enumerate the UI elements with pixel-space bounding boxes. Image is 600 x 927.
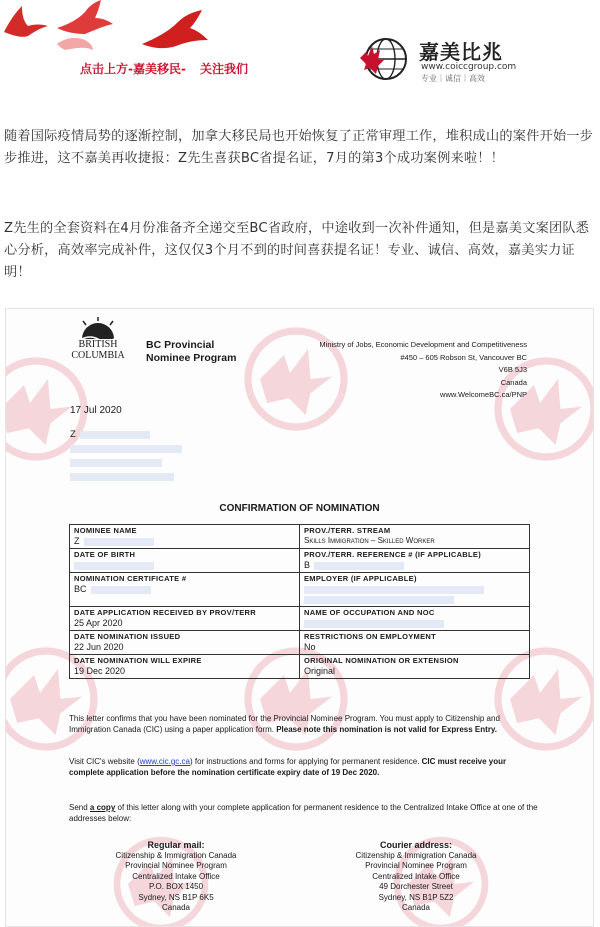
letter-date: 17 Jul 2020 xyxy=(70,405,122,416)
nomination-table xyxy=(69,524,530,679)
pink-bird-icon xyxy=(55,34,95,54)
letter-text-instructions: Visit CIC's website (www.cic.gc.ca) for instructions and forms for applying for permanent residence. CIC must receive your complete application before the nomination certificate expiry date of 19 Dec 2020. xyxy=(69,757,507,777)
article-paragraph: Z先生的全套资料在4月份准备齐全递交至BC省政府，中途收到一次补件通知，但是嘉美文案团队悉心分析，高效率完成补件，这仅仅3个月不到的时间喜获提名证！专业、诚信、高效，嘉美实力证明！ xyxy=(4,221,590,280)
brand-name: 嘉美比兆 xyxy=(419,40,503,64)
certificate-cell: NOMINATION CERTIFICATE # BC xyxy=(70,573,300,607)
nominee-name-cell: NOMINEE NAME Z xyxy=(70,525,300,549)
addressee-initial: Z xyxy=(70,429,76,440)
redacted-block xyxy=(80,431,150,439)
letter-text-send: Send a copy of this letter along with your complete application for permanent residence to the Centralized Intake Office at one of the addresses below: xyxy=(69,803,538,823)
program-name: BC Provincial Nominee Program xyxy=(146,339,237,364)
globe-logo-icon xyxy=(356,34,414,84)
cic-website-link[interactable]: www.cic.gc.ca xyxy=(139,757,190,766)
redacted-block xyxy=(70,445,182,453)
red-bird-icon xyxy=(0,2,50,42)
restrictions-cell: RESTRICTIONS ON EMPLOYMENT No xyxy=(300,631,530,655)
app-received-cell: DATE APPLICATION RECEIVED BY PROV/TERR 25 Apr 2020 xyxy=(70,607,300,631)
regular-mail-address: Regular mail: Citizenship & Immigration Canada Provincial Nominee Program Centralized Intake Office P.O. BOX 1450 Sydney, NS B1P 6K5 Canada xyxy=(115,840,237,912)
nomination-letter xyxy=(5,308,594,927)
redacted-block xyxy=(70,473,174,481)
letter-title: CONFIRMATION OF NOMINATION xyxy=(219,503,380,514)
bc-wordmark: BRITISH COLUMBIA xyxy=(71,339,125,361)
article-paragraph: 随着国际疫情局势的逐渐控制，加拿大移民局也开始恢复了正常审理工作，堆积成山的案件开始一步步推进，这不嘉美再收捷报：Z先生喜获BC省提名证，7月的第3个成功案例来啦！！ xyxy=(4,129,594,166)
courier-address: Courier address: Citizenship & Immigration Canada Provincial Nominee Program Centralized Intake Office 49 Dorchester Street Sydney, NS B1P 5Z2 Canada xyxy=(355,840,477,912)
stream-cell: PROV./TERR. STREAM Skills Immigration – Skilled Worker xyxy=(300,525,530,549)
dob-cell: DATE OF BIRTH xyxy=(70,549,300,573)
issued-cell: DATE NOMINATION ISSUED 22 Jun 2020 xyxy=(70,631,300,655)
employer-cell: EMPLOYER (IF APPLICABLE) xyxy=(300,573,530,607)
brand-website: www.coiccgroup.com xyxy=(421,62,517,72)
ministry-address: Ministry of Jobs, Economic Development and Competitiveness #450 – 605 Robson St, Vancouver BC V6B 5J3 Canada www.WelcomeBC.ca/PNP xyxy=(319,340,527,399)
original-cell: ORIGINAL NOMINATION OR EXTENSION Original xyxy=(300,655,530,679)
reference-cell: PROV./TERR. REFERENCE # (IF APPLICABLE) B xyxy=(300,549,530,573)
header-banner xyxy=(0,0,600,92)
brand-tagline: 专业｜诚信｜高效 xyxy=(421,74,485,83)
follow-slogan: 点击上方-嘉美移民- 关注我们 xyxy=(80,62,248,76)
occupation-cell: NAME OF OCCUPATION AND NOC xyxy=(300,607,530,631)
letter-text-confirmation: This letter confirms that you have been nominated for the Provincial Nominee Program. You must apply to Citizenship and Immigration Canada (CIC) using a paper application form. Please note this nomination is not valid for Express Entry. xyxy=(69,714,500,734)
redacted-block xyxy=(70,459,162,467)
expire-cell: DATE NOMINATION WILL EXPIRE 19 Dec 2020 xyxy=(70,655,300,679)
red-bird-icon xyxy=(140,8,210,52)
